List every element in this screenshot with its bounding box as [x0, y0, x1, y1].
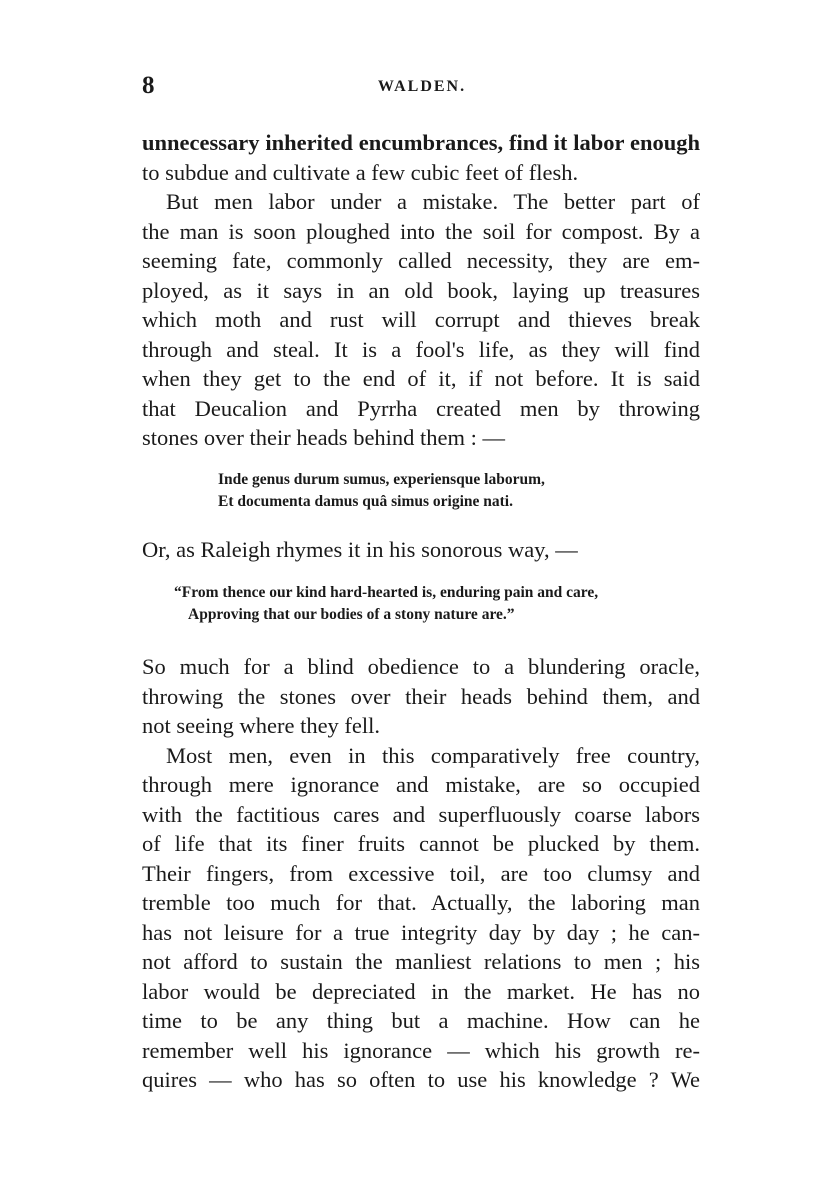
- text-line: tremble too much for that. Actually, the laboring man: [142, 890, 700, 915]
- text-line: through and steal. It is a fool's life, as they will find: [142, 336, 700, 362]
- text-line: unnecessary inherited encumbrances, find it labor enough: [142, 130, 700, 155]
- text-line: seeming fate, commonly called necessity, they are em-: [142, 248, 700, 273]
- text-line: labor would be depreciated in the market. He has no: [142, 978, 700, 1004]
- paragraph-mistake: [142, 187, 700, 453]
- latin-quote: [142, 469, 700, 513]
- text-line: So much for a blind obedience to a blundering oracle,: [142, 654, 700, 679]
- text-line: which moth and rust will corrupt and thieves break: [142, 307, 700, 332]
- text-line: the man is soon ploughed into the soil for compost. By a: [142, 218, 700, 244]
- text-line: ployed, as it says in an old book, laying up treasures: [142, 277, 700, 303]
- text-line: throwing the stones over their heads behind them, and: [142, 683, 700, 709]
- text-line: to subdue and cultivate a few cubic feet of flesh.: [142, 159, 579, 185]
- quote-line: “From thence our kind hard-hearted is, enduring pain and care,: [174, 584, 599, 601]
- paragraph-continued: [142, 128, 700, 187]
- text-line: not afford to sustain the manliest relations to men ; his: [142, 949, 700, 974]
- text-line: remember well his ignorance — which his growth re-: [142, 1037, 700, 1063]
- text-line: that Deucalion and Pyrrha created men by throwing: [142, 395, 700, 421]
- running-title: WALDEN.: [377, 78, 467, 95]
- text-line: not seeing where they fell.: [142, 713, 381, 738]
- text-line: of life that its finer fruits cannot be plucked by them.: [142, 831, 700, 856]
- text-line: But men labor under a mistake. The better part of: [166, 189, 700, 214]
- text-line: Most men, even in this comparatively free country,: [166, 742, 700, 768]
- quote-line: Inde genus durum sumus, experiensque laborum,: [218, 470, 545, 488]
- text-line: time to be any thing but a machine. How can he: [142, 1008, 700, 1033]
- running-head: [142, 72, 702, 106]
- page-number: 8: [142, 72, 155, 99]
- text-line: when they get to the end of it, if not before. It is said: [142, 366, 700, 391]
- body-text: [142, 128, 700, 1095]
- text-line: with the factitious cares and superfluously coarse labors: [142, 801, 700, 827]
- text-line: through mere ignorance and mistake, are so occupied: [142, 772, 700, 797]
- text-line: Or, as Raleigh rhymes it in his sonorous way, —: [142, 536, 578, 562]
- raleigh-intro: [142, 535, 700, 565]
- paragraph-most-men: [142, 741, 700, 1095]
- text-line: Their fingers, from excessive toil, are too clumsy and: [142, 860, 700, 886]
- raleigh-quote: [142, 582, 700, 626]
- quote-line: Et documenta damus quâ simus origine nati.: [218, 492, 513, 510]
- text-line: has not leisure for a true integrity day by day ; he can-: [142, 919, 700, 945]
- paragraph-oracle: [142, 652, 700, 741]
- quote-line: Approving that our bodies of a stony nature are.”: [188, 606, 515, 623]
- text-line: stones over their heads behind them : —: [142, 425, 506, 450]
- text-line: quires — who has so often to use his knowledge ? We: [142, 1067, 700, 1092]
